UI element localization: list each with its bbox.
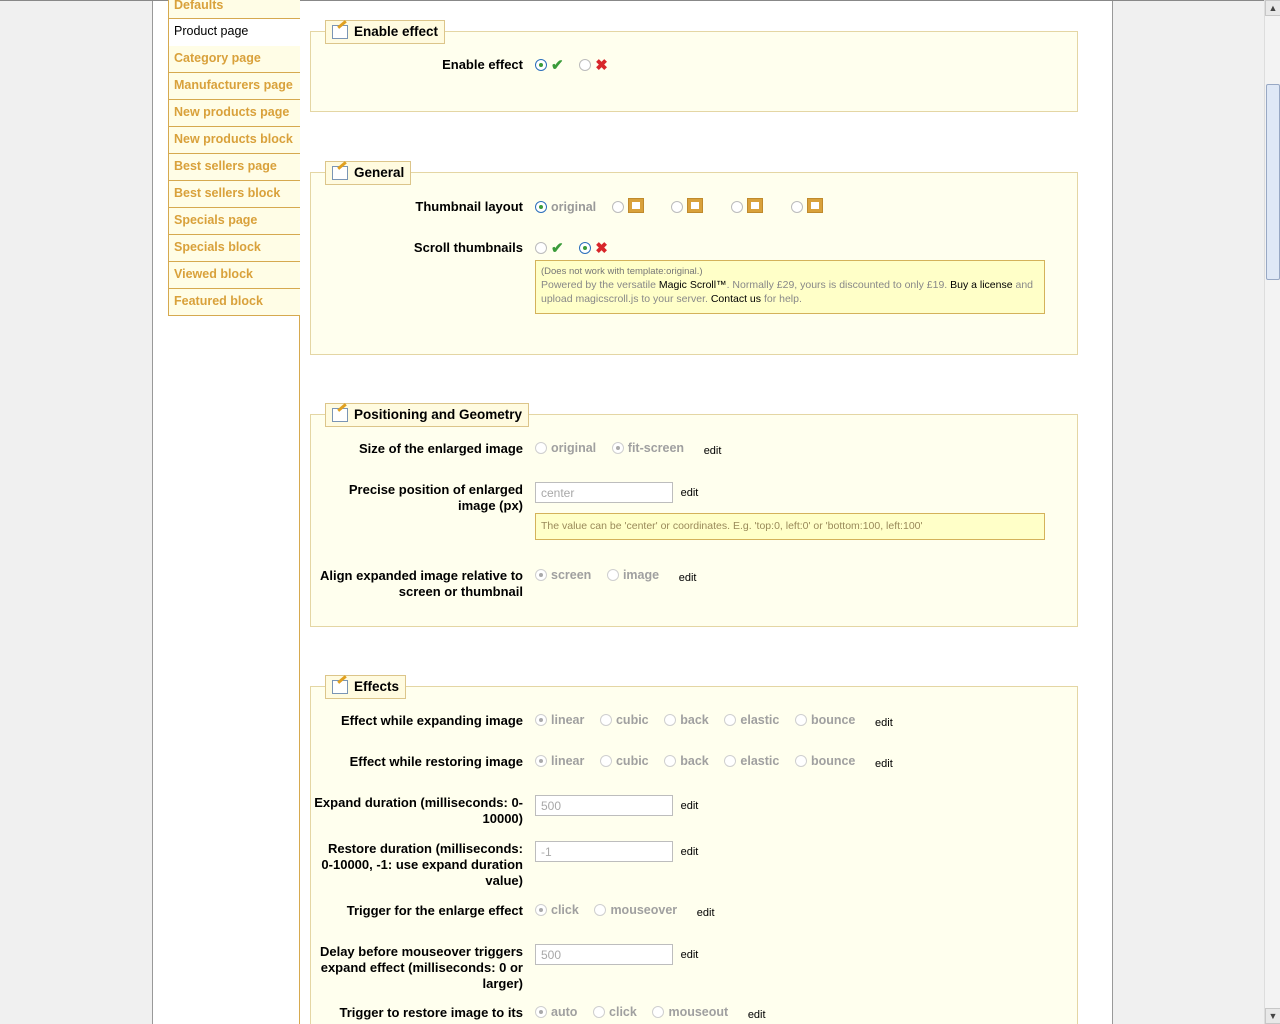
sidebar-item-manufacturers-page[interactable]: Manufacturers page xyxy=(168,73,300,100)
restoring-controls xyxy=(535,754,893,770)
scrollbar-thumb[interactable] xyxy=(1266,84,1280,280)
size-fit-screen-radio[interactable] xyxy=(612,442,624,454)
label-precise-position: Precise position of enlarged image (px) xyxy=(348,482,523,513)
restoring-bounce-option[interactable]: bounce xyxy=(795,754,855,768)
sidebar-item-category-page[interactable]: Category page xyxy=(168,46,300,73)
label-effect-expanding: Effect while expanding image xyxy=(340,713,523,728)
align-image-option[interactable]: image xyxy=(607,568,659,582)
expand-duration-input[interactable]: 500 xyxy=(535,795,673,816)
sidebar-item-best-sellers-block[interactable]: Best sellers block xyxy=(168,181,300,208)
trigger-click-radio[interactable] xyxy=(535,904,547,916)
align-image-radio[interactable] xyxy=(607,569,619,581)
expanding-back-radio[interactable] xyxy=(664,714,676,726)
scroll-note: (Does not work with template:original.) Powered by the versatile Magic Scroll™. Normally £29, yours is discounted to only £19. Buy a license and upload magicscroll.js to your server. Contact us for help. xyxy=(535,260,1045,314)
legend-enable-effect: Enable effect xyxy=(325,20,445,44)
restore-trigger-edit-link[interactable]: edit xyxy=(747,1009,766,1021)
expanding-elastic-option[interactable]: elastic xyxy=(724,713,779,727)
position-note: The value can be 'center' or coordinates. E.g. 'top:0, left:0' or 'bottom:100, left:100' xyxy=(535,513,1045,540)
layout-top-icon xyxy=(807,198,823,213)
expanding-bounce-radio[interactable] xyxy=(795,714,807,726)
scroll-no-option[interactable] xyxy=(579,239,608,257)
expanding-linear-option[interactable]: linear xyxy=(535,713,584,727)
legend-positioning-geometry: Positioning and Geometry xyxy=(325,403,529,427)
label-restore-duration: Restore duration (milliseconds: 0-10000, -1: use expand duration value) xyxy=(321,841,523,888)
check-icon: ✔ xyxy=(551,57,564,74)
restoring-back-option[interactable]: back xyxy=(664,754,709,768)
expanding-linear-radio[interactable] xyxy=(535,714,547,726)
fieldset-enable-effect xyxy=(310,24,1078,112)
label-restore-trigger: Trigger to restore image to its xyxy=(339,1005,523,1020)
enable-yes-radio[interactable] xyxy=(535,59,547,71)
fieldset-general xyxy=(310,165,1078,355)
sidebar-item-featured-block[interactable]: Featured block xyxy=(168,289,300,316)
label-enable-effect: Enable effect xyxy=(442,57,523,72)
edit-icon xyxy=(332,408,348,422)
expanding-bounce-option[interactable]: bounce xyxy=(795,713,855,727)
sidebar-item-new-products-block[interactable]: New products block xyxy=(168,127,300,154)
sidebar-item-best-sellers-page[interactable]: Best sellers page xyxy=(168,154,300,181)
sidebar-item-specials-page[interactable]: Specials page xyxy=(168,208,300,235)
restoring-cubic-option[interactable]: cubic xyxy=(600,754,649,768)
restoring-elastic-option[interactable]: elastic xyxy=(724,754,779,768)
label-mouseover-delay: Delay before mouseover triggers expand effect (milliseconds: 0 or larger) xyxy=(319,944,523,991)
edit-icon xyxy=(332,166,348,180)
restoring-elastic-radio[interactable] xyxy=(724,755,736,767)
label-trigger-enlarge: Trigger for the enlarge effect xyxy=(346,903,523,918)
edit-icon xyxy=(332,680,348,694)
align-screen-radio[interactable] xyxy=(535,569,547,581)
layout-left-icon xyxy=(687,198,703,213)
legend-effects: Effects xyxy=(325,675,406,699)
restoring-cubic-radio[interactable] xyxy=(600,755,612,767)
restore-auto-option[interactable]: auto xyxy=(535,1005,577,1019)
size-edit-link[interactable]: edit xyxy=(703,445,722,457)
layout-original-radio[interactable] xyxy=(535,201,547,213)
restore-duration-controls xyxy=(535,841,698,862)
label-align-expanded: Align expanded image relative to screen or thumbnail xyxy=(320,568,523,599)
align-screen-option[interactable]: screen xyxy=(535,568,591,582)
size-original-radio[interactable] xyxy=(535,442,547,454)
cross-icon: ✖ xyxy=(595,240,608,257)
layout-controls xyxy=(535,198,847,216)
label-size-enlarged: Size of the enlarged image xyxy=(359,441,523,456)
legend-general: General xyxy=(325,161,411,185)
size-fit-screen-option[interactable]: fit-screen xyxy=(612,441,684,455)
fieldset-positioning-geometry xyxy=(310,407,1078,627)
restore-click-option[interactable]: click xyxy=(593,1005,637,1019)
enable-no-option[interactable] xyxy=(579,56,608,74)
scroll-no-radio[interactable] xyxy=(579,242,591,254)
enable-no-radio[interactable] xyxy=(579,59,591,71)
trigger-mouseover-radio[interactable] xyxy=(594,904,606,916)
layout-right-icon xyxy=(747,198,763,213)
expanding-cubic-radio[interactable] xyxy=(600,714,612,726)
restore-trigger-controls xyxy=(535,1005,766,1021)
delay-controls xyxy=(535,944,698,965)
expanding-back-option[interactable]: back xyxy=(664,713,709,727)
scroll-yes-option[interactable] xyxy=(535,239,564,257)
layout-bottom-radio[interactable] xyxy=(612,201,624,213)
layout-right-radio[interactable] xyxy=(731,201,743,213)
label-expand-duration: Expand duration (milliseconds: 0-10000) xyxy=(314,795,523,826)
restoring-linear-option[interactable]: linear xyxy=(535,754,584,768)
restore-click-radio[interactable] xyxy=(593,1006,605,1018)
restore-mouseout-option[interactable]: mouseout xyxy=(652,1005,728,1019)
size-original-option[interactable]: original xyxy=(535,441,596,455)
restore-duration-input[interactable]: -1 xyxy=(535,841,673,862)
restoring-edit-link[interactable]: edit xyxy=(875,758,893,770)
scroll-down-icon[interactable]: ▼ xyxy=(1265,1008,1280,1024)
label-scroll-thumbnails: Scroll thumbnails xyxy=(413,240,523,255)
sidebar-item-viewed-block[interactable]: Viewed block xyxy=(168,262,300,289)
restoring-back-radio[interactable] xyxy=(664,755,676,767)
trigger-edit-link[interactable]: edit xyxy=(696,907,715,919)
cross-icon: ✖ xyxy=(595,57,608,74)
position-controls xyxy=(535,482,698,503)
enable-yes-option[interactable] xyxy=(535,56,564,74)
delay-input[interactable]: 500 xyxy=(535,944,673,965)
align-controls xyxy=(535,568,696,584)
label-thumbnail-layout: Thumbnail layout xyxy=(415,199,523,214)
contact-us-link[interactable]: Contact us xyxy=(710,293,762,305)
label-effect-restoring: Effect while restoring image xyxy=(349,754,523,769)
enable-controls xyxy=(535,56,620,74)
size-controls xyxy=(535,441,721,457)
restore-mouseout-radio[interactable] xyxy=(652,1006,664,1018)
sidebar-item-new-products-page[interactable]: New products page xyxy=(168,100,300,127)
delay-edit-link[interactable]: edit xyxy=(680,948,699,961)
sidebar-item-specials-block[interactable]: Specials block xyxy=(168,235,300,262)
restoring-linear-radio[interactable] xyxy=(535,755,547,767)
scroll-controls xyxy=(535,239,620,257)
position-edit-link[interactable]: edit xyxy=(680,486,699,499)
restore-duration-edit-link[interactable]: edit xyxy=(680,845,699,858)
layout-bottom-icon xyxy=(628,198,644,213)
scroll-up-icon[interactable]: ▲ xyxy=(1265,0,1280,16)
layout-left-radio[interactable] xyxy=(671,201,683,213)
expand-duration-edit-link[interactable]: edit xyxy=(680,799,699,812)
scroll-yes-radio[interactable] xyxy=(535,242,547,254)
fieldset-effects xyxy=(310,679,1078,1024)
sidebar-item-defaults[interactable]: Defaults xyxy=(168,0,300,19)
sidebar-item-product-page[interactable]: Product page xyxy=(168,19,300,46)
position-input[interactable]: center xyxy=(535,482,673,503)
expanding-elastic-radio[interactable] xyxy=(724,714,736,726)
expanding-controls xyxy=(535,713,893,729)
align-edit-link[interactable]: edit xyxy=(678,572,697,584)
expand-duration-controls xyxy=(535,795,698,816)
expanding-cubic-option[interactable]: cubic xyxy=(600,713,649,727)
restore-auto-radio[interactable] xyxy=(535,1006,547,1018)
expanding-edit-link[interactable]: edit xyxy=(875,717,893,729)
buy-license-link[interactable]: Buy a license xyxy=(950,279,1013,291)
vertical-scrollbar[interactable] xyxy=(1264,0,1280,1024)
layout-original-option[interactable]: original xyxy=(535,200,596,214)
check-icon: ✔ xyxy=(551,240,564,257)
trigger-click-option[interactable]: click xyxy=(535,903,579,917)
trigger-mouseover-option[interactable]: mouseover xyxy=(594,903,677,917)
restoring-bounce-radio[interactable] xyxy=(795,755,807,767)
magic-scroll-link[interactable]: Magic Scroll™ xyxy=(658,279,727,291)
edit-icon xyxy=(332,25,348,39)
layout-top-radio[interactable] xyxy=(791,201,803,213)
sidebar xyxy=(168,0,300,316)
trigger-controls xyxy=(535,903,715,919)
